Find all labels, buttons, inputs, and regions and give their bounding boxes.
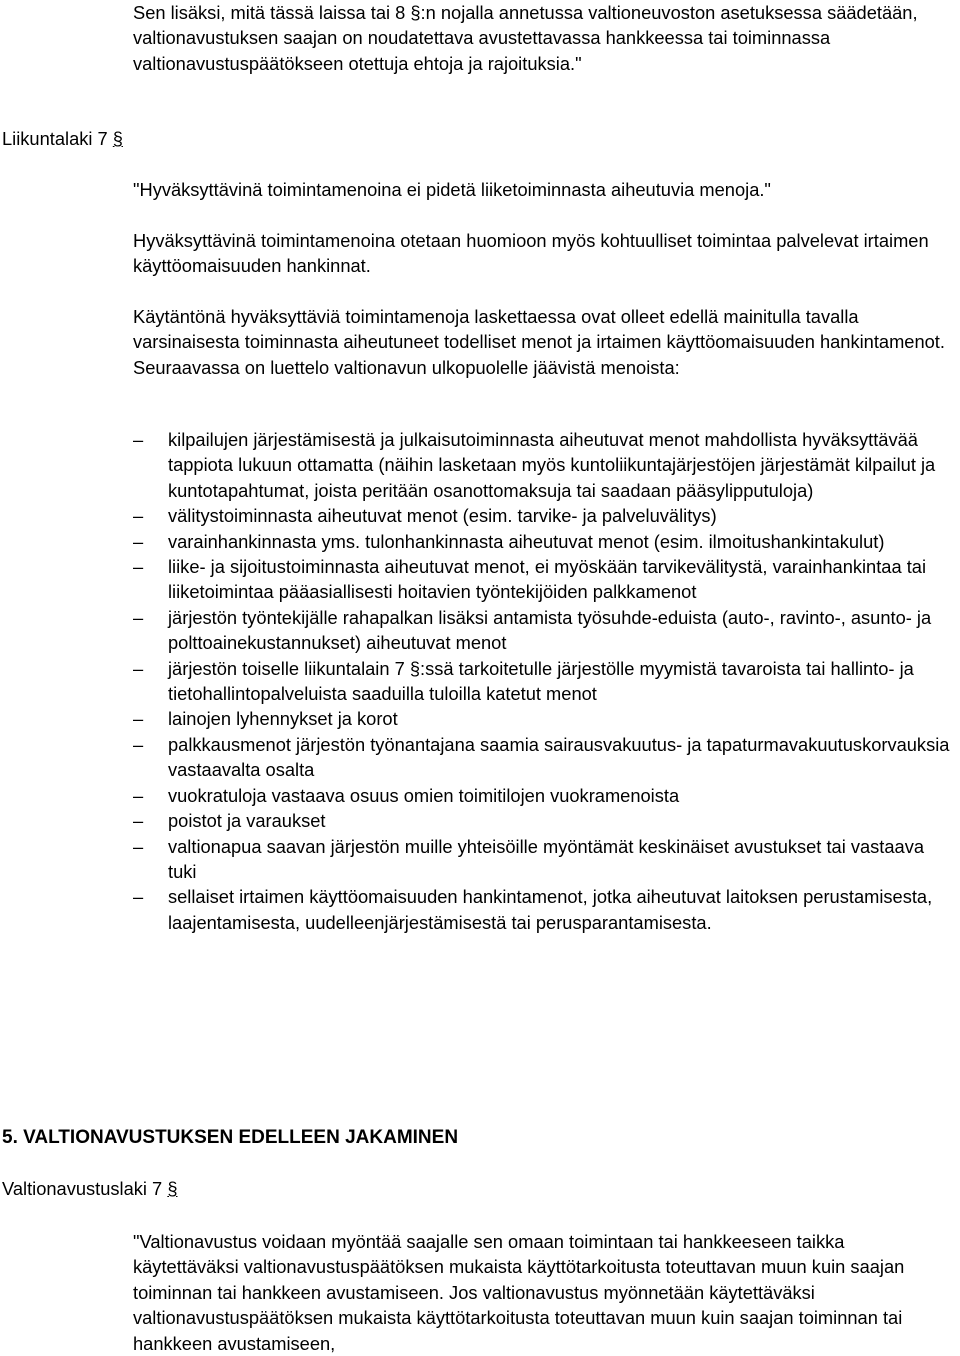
- dash-bullet: –: [133, 886, 144, 908]
- list-item: [133, 783, 955, 808]
- dash-bullet: –: [133, 657, 144, 679]
- list-item: [133, 884, 955, 935]
- list-item-text: lainojen lyhennykset ja korot: [168, 708, 398, 730]
- list-item-text: liike- ja sijoitustoiminnasta aiheutuvat menot, ei myöskään tarvikevälitystä, varainhankintaa tai liiketoimintaa pääasiallisesti hoitavien työntekijöiden palkkamenot: [168, 556, 927, 603]
- intro-paragraph: Sen lisäksi, mitä tässä laissa tai 8 §:n nojalla annetussa valtioneuvoston asetuksessa säädetään, valtionavustuksen saajan on noudatettava avustettavassa hankkeessa tai toiminnassa valtionavustuspäätökseen otettuja ehtoja ja rajoituksia.": [133, 2, 918, 74]
- list-item: [133, 808, 955, 833]
- dash-bullet: –: [133, 429, 144, 450]
- dash-bullet: –: [133, 810, 144, 832]
- list-item: [133, 605, 955, 656]
- list-item-text: vuokratuloja vastaava osuus omien toimitilojen vuokramenoista: [168, 784, 680, 806]
- dash-bullet: –: [133, 606, 144, 628]
- dash-bullet: –: [133, 784, 144, 806]
- list-item-text: järjestön toiselle liikuntalain 7 §:ssä tarkoitetulle järjestölle myymistä tavaroista tai hallinto- ja tietohallintopalveluista saaduilla tuloilla katetut menot: [168, 657, 914, 705]
- dash-bullet: –: [133, 835, 144, 857]
- dash-bullet: –: [133, 505, 144, 527]
- list-item-text: varainhankinnasta yms. tulonhankinnasta aiheutuvat menot (esim. ilmoitushankintakulut): [168, 530, 885, 552]
- list-item: [133, 834, 955, 885]
- list-item: [133, 503, 955, 528]
- list-item-text: palkkausmenot järjestön työnantajana saamia sairausvakuutus- ja tapaturmavakuutuskorvauksia vastaavalta osalta: [168, 733, 950, 781]
- law-reference-liikuntalaki: [2, 126, 952, 151]
- list-item-text: järjestön työntekijälle rahapalkan lisäksi antamista työsuhde-eduista (auto-, ravinto-, asunto- ja polttoainekustannukset) aiheutuvat menot: [168, 606, 932, 654]
- law-name: Liikuntalaki 7: [2, 128, 108, 149]
- quote-liikuntalaki: "Hyväksyttävinä toimintamenoina ei pidetä liiketoiminnasta aiheutuvia menoja.": [133, 179, 771, 200]
- list-item-text: kilpailujen järjestämisestä ja julkaisutoiminnasta aiheutuvat menot mahdollista hyväksyttävää tappiota lukuun ottamatta (näihin lasketaan myös kuntoliikuntajärjestöjen järjestämät kilpailut ja kuntotapahtumat, joista peritään osanottomaksuja tai saadaan pääsylipputuloja): [168, 429, 936, 501]
- section-sign: §: [112, 128, 123, 149]
- list-item: [133, 706, 955, 731]
- dash-bullet: –: [133, 530, 144, 552]
- paragraph-kaytanto: Käytäntönä hyväksyttäviä toimintamenoja laskettaessa ovat olleet edellä mainitulla tavalla varsinaisesta toiminnasta aiheutuneet todelliset menot ja irtaimen käyttöomaisuuden hankintamenot. Seuraavassa on luettelo valtionavun ulkopuolelle jäävistä menoista:: [133, 306, 945, 378]
- paragraph-hankinnat: Hyväksyttävinä toimintamenoina otetaan huomioon myös kohtuulliset toimintaa palvelevat irtaimen käyttöomaisuuden hankinnat.: [133, 230, 929, 277]
- excluded-costs-list: [133, 427, 955, 935]
- list-item-text: välitystoiminnasta aiheutuvat menot (esim. tarvike- ja palveluvälitys): [168, 505, 717, 527]
- dash-bullet: –: [133, 708, 144, 730]
- list-item-text: valtionapua saavan järjestön muille yhteisöille myöntämät keskinäiset avustukset tai vastaava tuki: [168, 835, 925, 882]
- section-sign: §: [167, 1178, 178, 1199]
- law-reference-valtionavustuslaki: [2, 1176, 952, 1201]
- list-item: [133, 427, 955, 503]
- law-name: Valtionavustuslaki 7: [2, 1178, 163, 1199]
- quote-valtionavustuslaki: "Valtionavustus voidaan myöntää saajalle sen omaan toimintaan tai hankkeeseen taikka käytettäväksi valtionavustuspäätöksen mukaista käyttötarkoitusta toteuttavan muun kuin saajan toiminnan tai hankkeen avustamiseen. Jos valtionavustus myönnetään käytettäväksi valtionavustuspäätöksen mukaista käyttötarkoitusta toteuttavan muun kuin saajan toiminnan tai hankkeen avustamiseen,: [133, 1231, 905, 1354]
- dash-bullet: –: [133, 733, 144, 755]
- list-item: [133, 554, 955, 605]
- dash-bullet: –: [133, 556, 144, 578]
- list-item-text: poistot ja varaukset: [168, 810, 326, 832]
- list-item-text: sellaiset irtaimen käyttöomaisuuden hankintamenot, jotka aiheutuvat laitoksen perustamisesta, laajentamisesta, uudelleenjärjestämisestä tai perusparantamisesta.: [168, 886, 933, 933]
- section-heading: 5. VALTIONAVUSTUKSEN EDELLEEN JAKAMINEN: [2, 1127, 459, 1148]
- list-item: [133, 529, 955, 554]
- list-item: [133, 732, 955, 783]
- list-item: [133, 656, 955, 707]
